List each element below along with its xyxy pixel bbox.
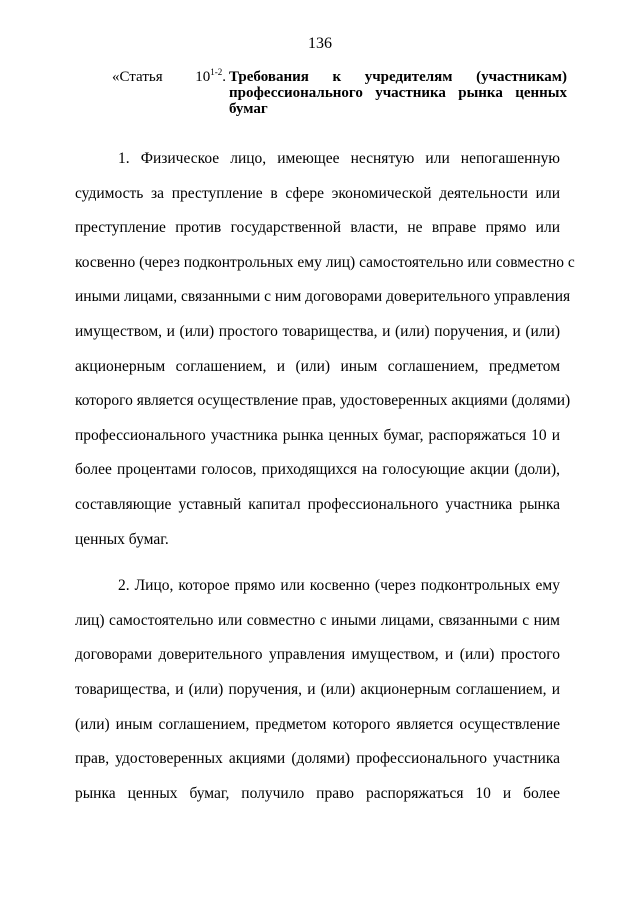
text-line: преступление против государственной власти, не вправе прямо или (75, 219, 560, 237)
text-line: косвенно (через подконтрольных ему лиц) самостоятельно или совместно с (75, 253, 575, 271)
paragraph-2 (75, 569, 560, 811)
article-label-word: «Статья (112, 69, 163, 85)
article-title-line: бумаг (229, 101, 268, 117)
text-line: лиц) самостоятельно или совместно с иными лицами, связанными с ним (75, 611, 560, 629)
article-body (75, 142, 575, 811)
text-line: иными лицами, связанными с ним договорами доверительного управления (75, 288, 571, 306)
text-line: ценных бумаг. (75, 530, 169, 548)
text-line: имуществом, и (или) простого товарищества, и (или) поручения, и (или) (75, 322, 560, 340)
text-line: 1. Физическое лицо, имеющее неснятую или непогашенную (118, 150, 560, 167)
text-line: которого является осуществление прав, удостоверенных акциями (долями) (75, 392, 571, 410)
text-line: составляющие уставный капитал профессионального участника рынка (75, 495, 560, 513)
text-line: (или) иным соглашением, предметом которого является осуществление (75, 715, 560, 733)
text-line: профессионального участника рынка ценных бумаг, распоряжаться 10 и (75, 426, 560, 444)
text-line: 2. Лицо, которое прямо или косвенно (через подконтрольных ему (118, 577, 560, 595)
text-line: товарищества, и (или) поручения, и (или) акционерным соглашением, и (75, 680, 560, 698)
text-line: рынка ценных бумаг, получило право распоряжаться 10 и более (75, 784, 560, 802)
text-line: акционерным соглашением, и (или) иным соглашением, предметом (75, 357, 560, 375)
article-label-sup: 1-2 (210, 67, 223, 77)
paragraph-1 (75, 142, 575, 557)
text-line: более процентами голосов, приходящихся на голосующие акции (доли), (75, 461, 560, 479)
article-title-line: Требования к учредителям (участникам) (229, 69, 567, 85)
article-label-number: 10$^{1-2}$. (195, 67, 226, 85)
article-heading (112, 69, 567, 117)
text-line: судимость за преступление в сфере экономической деятельности или (75, 184, 560, 202)
article-title-line: профессионального участника рынка ценных (229, 85, 567, 101)
text-line: договорами доверительного управления имуществом, и (или) простого (75, 646, 560, 664)
page-number: 136 (308, 35, 332, 52)
article-label (112, 69, 226, 85)
text-line: прав, удостоверенных акциями (долями) профессионального участника (75, 750, 560, 768)
article-title (229, 69, 567, 117)
